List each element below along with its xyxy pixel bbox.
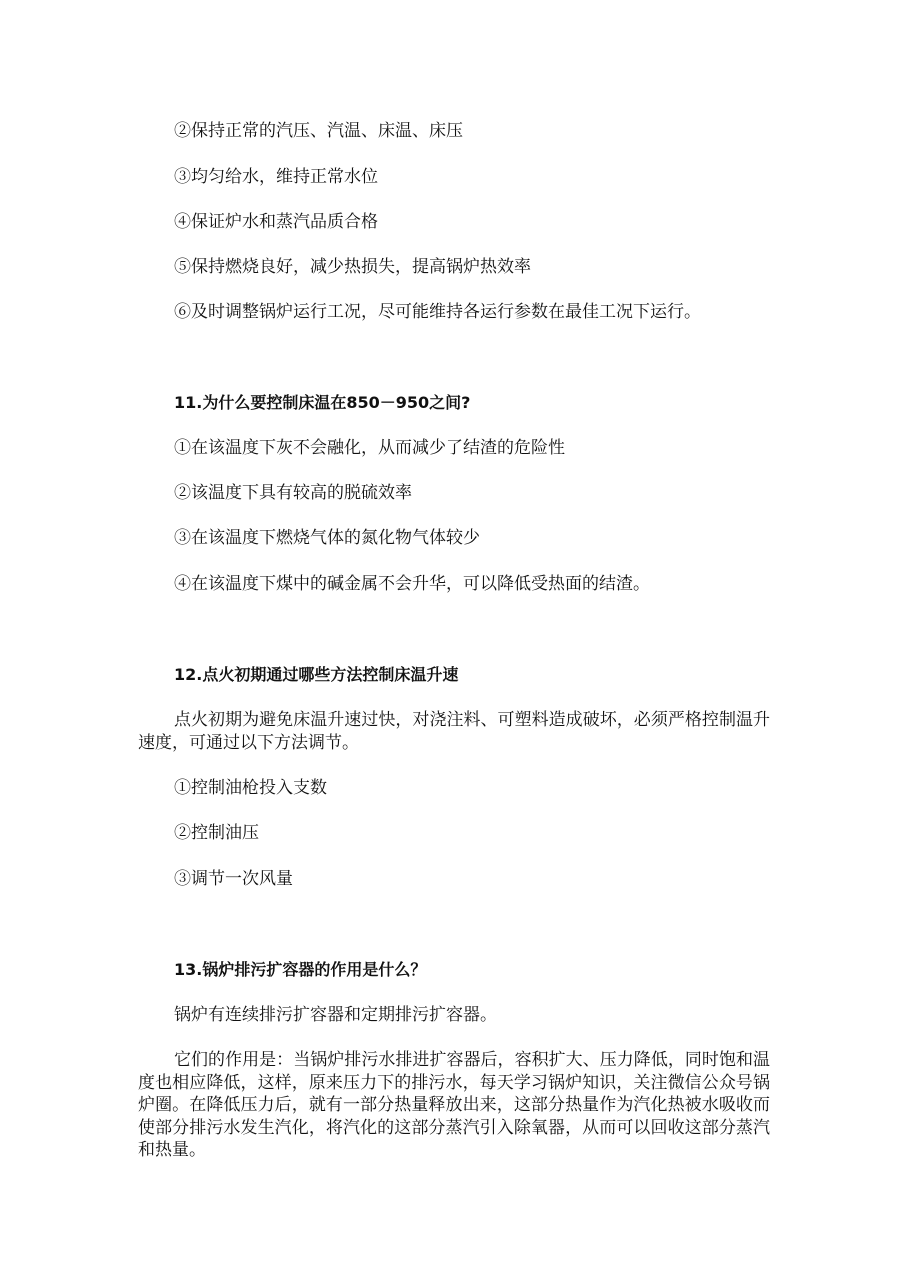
list-item: ②保持正常的汽压、汽温、床温、床压 bbox=[174, 121, 463, 141]
list-item: ①控制油枪投入支数 bbox=[174, 778, 327, 798]
paragraph: 它们的作用是：当锅炉排污水排进扩容器后，容积扩大、压力降低，同时饱和温度也相应降低，这样，原来压力下的排污水，每天学习锅炉知识，关注微信公众号锅炉圈。在降低压力后，就有一部分热量释放出来，这部分热量作为汽化热被水吸收而使部分排污水发生汽化，将汽化的这部分蒸汽引入除氧器，从而可以回收这部分蒸汽和热量。 bbox=[138, 1050, 770, 1160]
list-item: ②该温度下具有较高的脱硫效率 bbox=[174, 483, 412, 503]
list-item: ④保证炉水和蒸汽品质合格 bbox=[174, 212, 378, 232]
paragraph: 锅炉有连续排污扩容器和定期排污扩容器。 bbox=[174, 1005, 497, 1025]
list-item: ①在该温度下灰不会融化，从而减少了结渣的危险性 bbox=[174, 438, 565, 458]
list-item: ③在该温度下燃烧气体的氮化物气体较少 bbox=[174, 528, 480, 548]
list-item: ④在该温度下煤中的碱金属不会升华，可以降低受热面的结渣。 bbox=[174, 574, 650, 594]
section-heading-11: 11.为什么要控制床温在850－950之间? bbox=[174, 393, 471, 412]
section-heading-12: 12.点火初期通过哪些方法控制床温升速 bbox=[174, 665, 459, 684]
list-item: ②控制油压 bbox=[174, 823, 259, 843]
section-heading-13: 13.锅炉排污扩容器的作用是什么？ bbox=[174, 960, 427, 979]
list-item: ⑤保持燃烧良好，减少热损失，提高锅炉热效率 bbox=[174, 257, 531, 277]
list-item: ③调节一次风量 bbox=[174, 869, 293, 889]
list-item: ③均匀给水，维持正常水位 bbox=[174, 167, 378, 187]
paragraph: 点火初期为避免床温升速过快，对浇注料、可塑料造成破坏，必须严格控制温升速度，可通过以下方法调节。 bbox=[138, 710, 770, 753]
list-item: ⑥及时调整锅炉运行工况，尽可能维持各运行参数在最佳工况下运行。 bbox=[174, 302, 701, 322]
